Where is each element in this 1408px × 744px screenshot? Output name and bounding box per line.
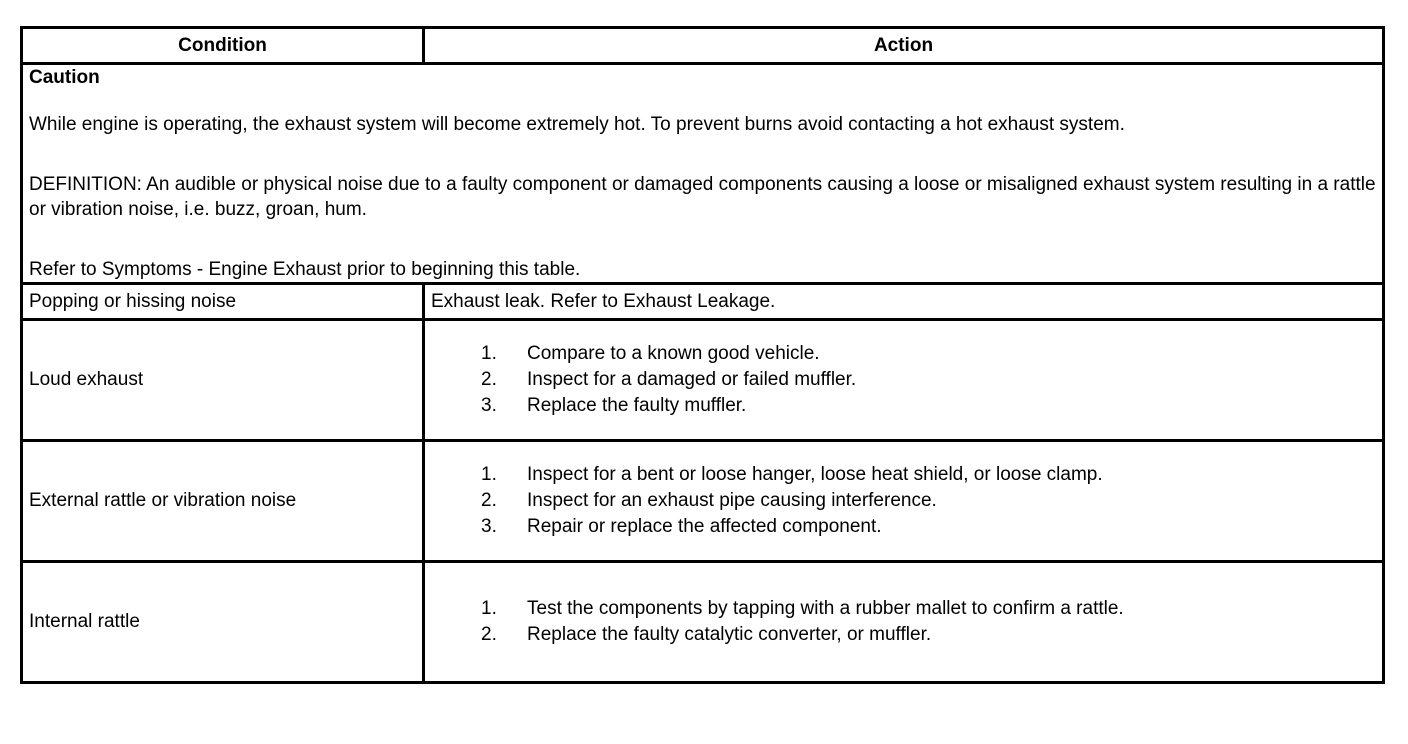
table-row [22, 562, 1384, 683]
caution-refer: Refer to Symptoms - Engine Exhaust prior to beginning this table. [29, 259, 581, 280]
action-header: Action [424, 28, 1384, 64]
step-list [431, 341, 1376, 419]
step-number: 2. [481, 624, 497, 645]
step-item [431, 341, 1376, 367]
action-cell [424, 320, 1384, 441]
caution-definition: DEFINITION: An audible or physical noise due to a faulty component or damaged components causing a loose or misaligned exhaust system resulting in a rattle or vibration noise, i.e. buzz, groan, hum. [29, 174, 1376, 220]
step-item [431, 596, 1376, 622]
step-number: 2. [481, 490, 497, 511]
step-item [431, 367, 1376, 393]
step-item [431, 622, 1376, 648]
step-text: Inspect for a bent or loose hanger, loose heat shield, or loose clamp. [527, 464, 1103, 485]
caution-row [22, 64, 1384, 284]
step-number: 2. [481, 369, 497, 390]
step-item [431, 488, 1376, 514]
action-cell [424, 441, 1384, 562]
step-number: 3. [481, 395, 497, 416]
table-row [22, 284, 1384, 320]
step-item [431, 514, 1376, 540]
step-item [431, 462, 1376, 488]
condition-cell: External rattle or vibration noise [22, 441, 424, 562]
step-item [431, 393, 1376, 419]
step-number: 1. [481, 343, 497, 364]
table-row [22, 320, 1384, 441]
header-row [22, 28, 1384, 64]
table-row [22, 441, 1384, 562]
caution-cell [22, 64, 1384, 284]
step-text: Repair or replace the affected component. [527, 516, 882, 537]
step-number: 1. [481, 464, 497, 485]
condition-cell: Loud exhaust [22, 320, 424, 441]
step-text: Inspect for a damaged or failed muffler. [527, 369, 857, 390]
step-list [431, 462, 1376, 540]
condition-header: Condition [22, 28, 424, 64]
action-cell: Exhaust leak. Refer to Exhaust Leakage. [424, 284, 1384, 320]
caution-warning: While engine is operating, the exhaust system will become extremely hot. To prevent burns avoid contacting a hot exhaust system. [29, 114, 1125, 135]
diagnostic-table [20, 26, 1385, 684]
step-list [431, 596, 1376, 648]
step-text: Inspect for an exhaust pipe causing interference. [527, 490, 937, 511]
caution-title: Caution [29, 67, 100, 88]
condition-cell: Internal rattle [22, 562, 424, 683]
step-text: Replace the faulty catalytic converter, or muffler. [527, 624, 932, 645]
step-number: 1. [481, 598, 497, 619]
action-cell [424, 562, 1384, 683]
step-text: Test the components by tapping with a rubber mallet to confirm a rattle. [527, 598, 1124, 619]
step-text: Compare to a known good vehicle. [527, 343, 820, 364]
condition-cell: Popping or hissing noise [22, 284, 424, 320]
step-text: Replace the faulty muffler. [527, 395, 747, 416]
step-number: 3. [481, 516, 497, 537]
